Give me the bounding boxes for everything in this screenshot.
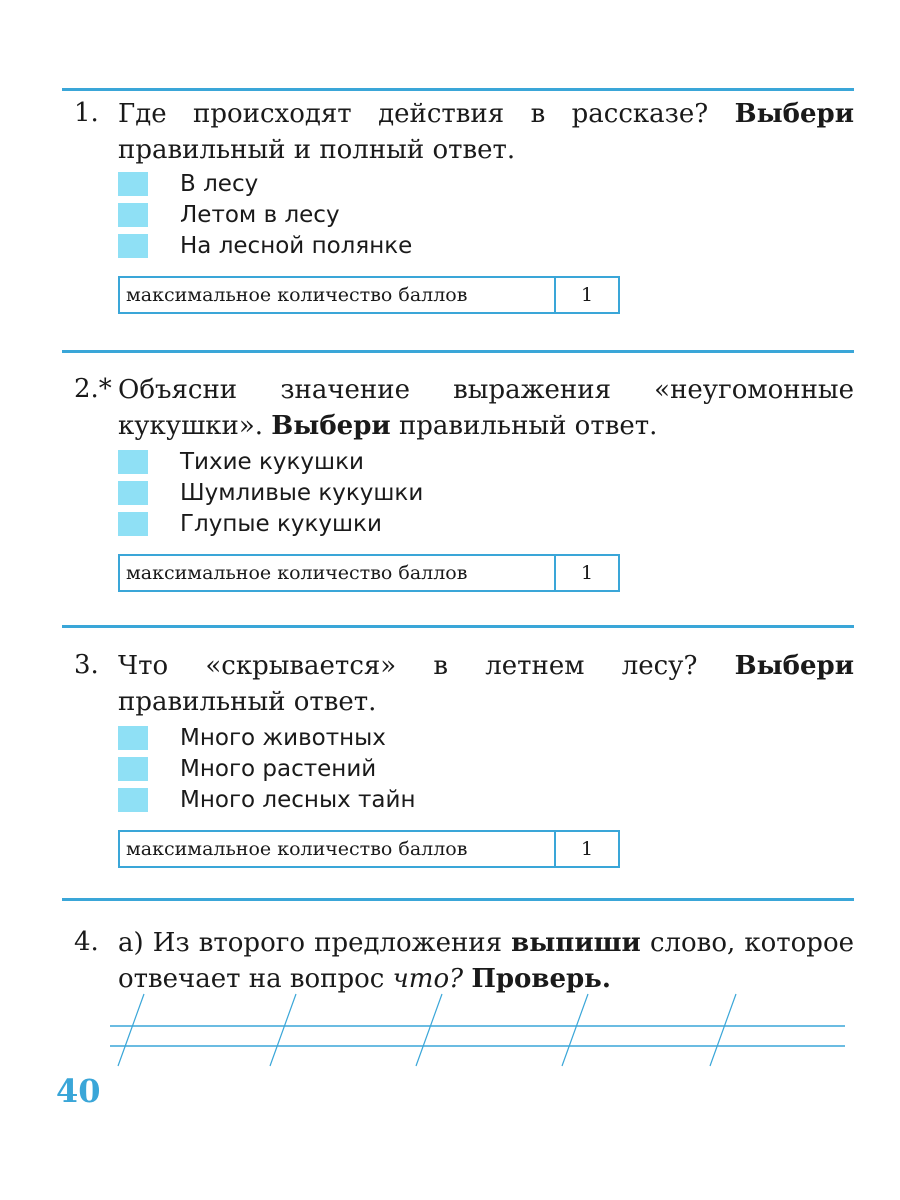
answer-option[interactable] (118, 169, 258, 199)
slant-line (118, 994, 144, 1066)
task-number: 3. (74, 650, 99, 680)
answer-checkbox[interactable] (118, 172, 148, 196)
answer-checkbox[interactable] (118, 481, 148, 505)
score-table (118, 276, 620, 314)
page-number: 40 (56, 1072, 101, 1110)
option-label: Много животных (180, 725, 386, 751)
option-label: На лесной полянке (180, 233, 413, 259)
writing-lines[interactable] (110, 990, 845, 1070)
option-label: Летом в лесу (180, 202, 340, 228)
score-label: максимальное количество баллов (120, 556, 556, 590)
section-divider (62, 625, 854, 628)
option-label: Много лесных тайн (180, 787, 416, 813)
task-question: Где происходят действия в рассказе? Выбери правильный и полный ответ. (118, 99, 854, 165)
answer-option[interactable] (118, 723, 386, 753)
option-label: Шумливые кукушки (180, 480, 424, 506)
task-question: Объясни значение выражения «неугомонные кукушки». Выбери правильный ответ. (118, 375, 854, 441)
answer-option[interactable] (118, 509, 382, 539)
score-table (118, 830, 620, 868)
option-label: В лесу (180, 171, 259, 197)
answer-checkbox[interactable] (118, 450, 148, 474)
answer-option[interactable] (118, 754, 376, 784)
answer-checkbox[interactable] (118, 726, 148, 750)
option-label: Глупые кукушки (180, 511, 382, 537)
section-divider (62, 88, 854, 91)
score-table (118, 554, 620, 592)
option-label: Много растений (180, 756, 377, 782)
slant-line (270, 994, 296, 1066)
answer-checkbox[interactable] (118, 512, 148, 536)
task-question: а) Из второго предложения выпиши слово, которое отвечает на вопрос что? Проверь. (118, 928, 854, 994)
answer-option[interactable] (118, 785, 416, 815)
score-value: 1 (580, 562, 594, 584)
answer-option[interactable] (118, 478, 423, 508)
answer-option[interactable] (118, 231, 412, 261)
section-divider (62, 898, 854, 901)
slant-line (562, 994, 588, 1066)
score-label: максимальное количество баллов (120, 832, 556, 866)
answer-checkbox[interactable] (118, 757, 148, 781)
score-value: 1 (580, 284, 594, 306)
score-label: максимальное количество баллов (120, 278, 556, 312)
section-divider (62, 350, 854, 353)
answer-checkbox[interactable] (118, 203, 148, 227)
answer-option[interactable] (118, 447, 364, 477)
slant-line (710, 994, 736, 1066)
answer-checkbox[interactable] (118, 788, 148, 812)
answer-checkbox[interactable] (118, 234, 148, 258)
task-number: 2.* (74, 374, 112, 404)
answer-option[interactable] (118, 200, 340, 230)
task-number: 1. (74, 98, 99, 128)
task-question: Что «скрывается» в летнем лесу? Выбери правильный ответ. (118, 651, 854, 717)
score-value: 1 (580, 838, 594, 860)
task-number: 4. (74, 927, 99, 957)
slant-line (416, 994, 442, 1066)
option-label: Тихие кукушки (180, 449, 364, 475)
